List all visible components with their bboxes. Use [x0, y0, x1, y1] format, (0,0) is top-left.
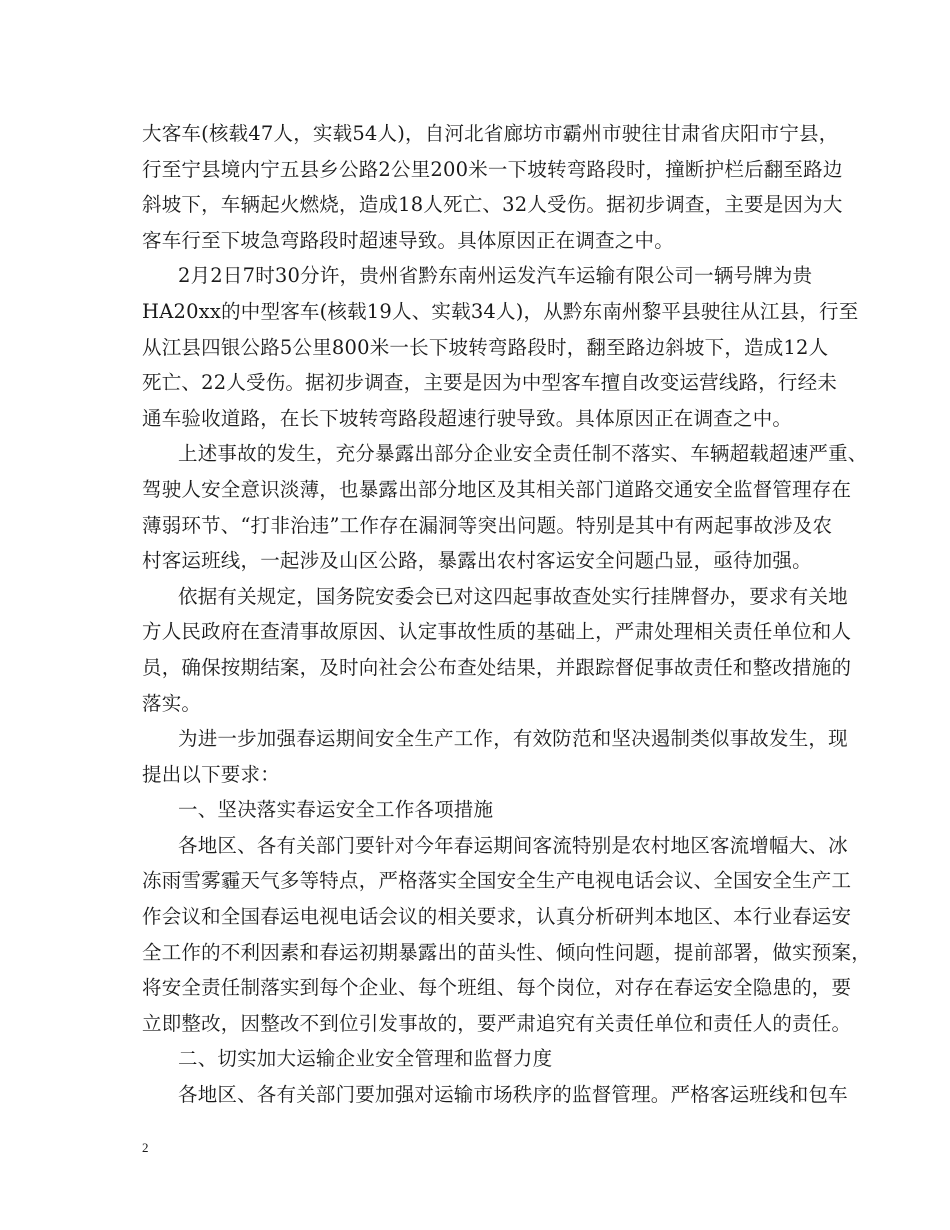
- text-line: 为进一步加强春运期间安全生产工作，有效防范和坚决遏制类似事故发生，现: [178, 727, 848, 751]
- text-line: 行至宁县境内宁五县乡公路2公里200米一下坡转弯路段时，撞断护栏后翻至路边: [142, 157, 843, 181]
- paragraph: [142, 436, 868, 578]
- text-line: 员，确保按期结案，及时向社会公布查处结果，并跟踪督促事故责任和整改措施的: [142, 655, 852, 679]
- text-line: 提出以下要求：: [142, 762, 280, 786]
- page-number: 2: [142, 1140, 149, 1155]
- text-line: 2月2日7时30分许，贵州省黔东南州运发汽车运输有限公司一辆号牌为贵: [178, 264, 813, 288]
- text-line: 各地区、各有关部门要加强对运输市场秩序的监督管理。严格客运班线和包车: [178, 1083, 848, 1107]
- text-line: 作会议和全国春运电视电话会议的相关要求，认真分析研判本地区、本行业春运安: [142, 905, 852, 929]
- text-line: HA20xx的中型客车(核载19人、实载34人)，从黔东南州黎平县驶往从江县，行至: [142, 299, 859, 323]
- document-body: [142, 116, 871, 1113]
- text-line: 二、切实加大运输企业安全管理和监督力度: [178, 1047, 553, 1071]
- text-line: 落实。: [142, 691, 202, 715]
- paragraph: [142, 828, 871, 1042]
- text-line: 驾驶人安全意识淡薄，也暴露出部分地区及其相关部门道路交通安全监督管理存在: [142, 477, 852, 501]
- paragraph: [142, 792, 810, 828]
- text-line: 村客运班线，一起涉及山区公路，暴露出农村客运安全问题凸显，亟待加强。: [142, 549, 812, 573]
- text-line: 客车行至下坡急弯路段时超速导致。具体原因正在调查之中。: [142, 228, 674, 252]
- text-line: 依据有关规定，国务院安委会已对这四起事故查处实行挂牌督办，要求有关地: [178, 584, 848, 608]
- text-line: 上述事故的发生，充分暴露出部分企业安全责任制不落实、车辆超载超速严重、: [178, 442, 868, 466]
- text-line: 各地区、各有关部门要针对今年春运期间客流特别是农村地区客流增幅大、冰: [178, 833, 848, 857]
- text-line: 通车验收道路，在长下坡转弯路段超速行驶导致。具体原因正在调查之中。: [142, 406, 793, 430]
- text-line: 一、坚决落实春运安全工作各项措施: [178, 798, 494, 822]
- paragraph: [142, 258, 859, 436]
- paragraph: [142, 1077, 848, 1113]
- text-line: 薄弱环节、“打非治违”工作存在漏洞等突出问题。特别是其中有两起事故涉及农: [142, 513, 833, 537]
- text-line: 全工作的不利因素和春运初期暴露出的苗头性、倾向性问题，提前部署，做实预案，: [142, 940, 871, 964]
- text-line: 斜坡下，车辆起火燃烧，造成18人死亡、32人受伤。据初步调查，主要是因为大: [142, 193, 843, 217]
- text-line: 从江县四银公路5公里800米一长下坡转弯路段时，翻至路边斜坡下，造成12人: [142, 335, 829, 359]
- paragraph: [142, 721, 848, 792]
- paragraph: [142, 1041, 810, 1077]
- text-line: 大客车(核载47人，实载54人)，自河北省廊坊市霸州市驶往甘肃省庆阳市宁县，: [142, 122, 839, 145]
- text-line: 立即整改，因整改不到位引发事故的，要严肃追究有关责任单位和责任人的责任。: [142, 1011, 852, 1035]
- paragraph: [142, 579, 852, 721]
- paragraph: [142, 116, 843, 258]
- text-line: 冻雨雪雾霾天气多等特点，严格落实全国安全生产电视电话会议、全国安全生产工: [142, 869, 852, 893]
- text-line: 方人民政府在查清事故原因、认定事故性质的基础上，严肃处理相关责任单位和人: [142, 620, 852, 644]
- text-line: 将安全责任制落实到每个企业、每个班组、每个岗位，对存在春运安全隐患的，要: [142, 976, 852, 1000]
- text-line: 死亡、22人受伤。据初步调查，主要是因为中型客车擅自改变运营线路，行经未: [142, 371, 838, 395]
